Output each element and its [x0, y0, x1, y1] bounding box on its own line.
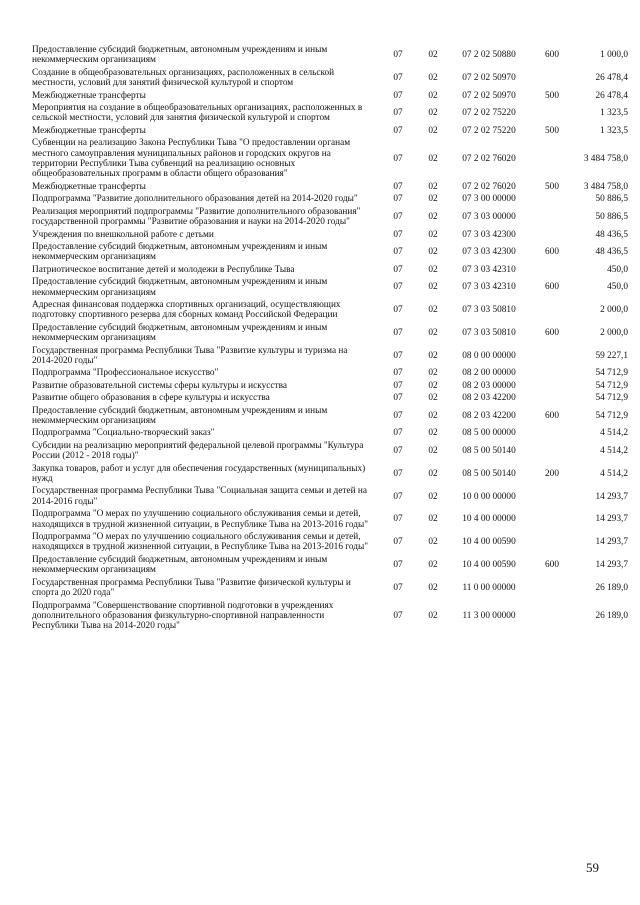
- table-row: [32, 193, 628, 205]
- row-expense-type: 600: [545, 560, 559, 571]
- row-name: Подпрограмма "О мерах по улучшению социального обслуживания семьи и детей, находящихся в трудной жизненной ситуации, в Республике Тыва на 2013-2016 годы": [32, 532, 369, 553]
- table-row: [32, 367, 628, 379]
- row-amount: 1 323,5: [600, 108, 628, 119]
- row-subsection: 02: [428, 90, 438, 101]
- row-name: Субсидии на реализацию мероприятий федеральной целевой программы "Культура России (2012 - 2018 годы)": [32, 440, 364, 462]
- row-target-code: 07 2 02 76020: [462, 181, 516, 192]
- row-target-code: 08 5 00 50140: [462, 446, 516, 457]
- row-section: 07: [393, 264, 403, 275]
- row-name: Межбюджетные трансферты: [32, 90, 146, 101]
- table-row: [32, 380, 628, 392]
- table-row: [32, 206, 628, 229]
- row-section: 07: [393, 229, 403, 240]
- row-name: Мероприятия на создание в общеобразовательных организациях, расположенных в сельской местности, условий для занятия физической культурой и спортом: [32, 103, 363, 124]
- row-section: 07: [393, 393, 403, 404]
- row-target-code: 07 2 02 50970: [462, 73, 516, 84]
- row-subsection: 02: [428, 582, 438, 593]
- row-subsection: 02: [428, 380, 438, 391]
- row-amount: 54 712,9: [595, 368, 628, 379]
- table-row: [32, 531, 628, 554]
- row-section: 07: [393, 514, 403, 525]
- row-amount: 2 000,0: [600, 327, 628, 338]
- row-expense-type: 600: [545, 327, 559, 338]
- row-amount: 14 293,7: [595, 491, 628, 502]
- row-target-code: 07 3 03 50810: [462, 305, 516, 316]
- row-section: 07: [393, 194, 403, 205]
- row-subsection: 02: [428, 247, 438, 258]
- row-subsection: 02: [428, 108, 438, 119]
- table-row: [32, 577, 628, 600]
- row-target-code: 07 2 02 75220: [462, 125, 516, 136]
- row-subsection: 02: [428, 410, 438, 421]
- row-expense-type: 600: [545, 410, 559, 421]
- row-name: Подпрограмма "Социально-творческий заказ": [32, 428, 215, 439]
- row-amount: 450,0: [607, 282, 628, 293]
- row-section: 07: [393, 90, 403, 101]
- row-target-code: 07 2 02 50970: [462, 90, 516, 101]
- row-section: 07: [393, 211, 403, 222]
- row-amount: 450,0: [607, 264, 628, 275]
- row-subsection: 02: [428, 125, 438, 136]
- row-target-code: 11 3 00 00000: [462, 610, 516, 621]
- row-subsection: 02: [428, 327, 438, 338]
- table-row: [32, 181, 628, 193]
- row-target-code: 11 0 00 00000: [462, 582, 516, 593]
- row-name: Субвенции на реализацию Закона Республики Тыва "О предоставлении органам местного самоуправления муниципальных районов и городских округов на территории Республики Тыва субвенций на реализацию основных общеобразовательных программ в области общего образования": [32, 138, 351, 180]
- row-amount: 1 000,0: [600, 50, 628, 61]
- row-name: Предоставление субсидий бюджетным, автономным учреждениям и иным некоммерческим организациям: [32, 554, 328, 576]
- row-section: 07: [393, 610, 403, 621]
- row-name: Государственная программа Республики Тыва "Социальная защита семьи и детей на 2014-2016 годы": [32, 486, 367, 507]
- row-subsection: 02: [428, 368, 438, 379]
- row-amount: 14 293,7: [595, 560, 628, 571]
- table-row: [32, 264, 628, 276]
- row-amount: 59 227,1: [595, 350, 628, 361]
- row-subsection: 02: [428, 468, 438, 479]
- row-subsection: 02: [428, 514, 438, 525]
- row-target-code: 07 2 02 76020: [462, 153, 516, 164]
- table-row: [32, 137, 628, 181]
- row-target-code: 07 3 03 42310: [462, 282, 516, 293]
- row-section: 07: [393, 50, 403, 61]
- row-amount: 4 514,2: [600, 428, 628, 439]
- row-section: 07: [393, 125, 403, 136]
- row-amount: 1 323,5: [600, 125, 628, 136]
- row-section: 07: [393, 108, 403, 119]
- row-name: Реализация мероприятий подпрограммы "Развитие дополнительного образования" государственной программы "Развитие образования и науки на 2014-2020 годы": [32, 206, 361, 228]
- row-section: 07: [393, 153, 403, 164]
- row-target-code: 07 3 03 42300: [462, 229, 516, 240]
- row-target-code: 10 4 00 00590: [462, 560, 516, 571]
- table-row: [32, 44, 628, 67]
- table-row: [32, 485, 628, 508]
- table-row: [32, 463, 628, 486]
- row-name: Подпрограмма "Совершенствование спортивной подготовки в учреждениях дополнительного образования физкультурно-спортивной направленности Республики Тыва на 2014-2020 годы": [32, 600, 334, 632]
- row-section: 07: [393, 560, 403, 571]
- table-row: [32, 241, 628, 264]
- row-section: 07: [393, 380, 403, 391]
- row-section: 07: [393, 368, 403, 379]
- row-target-code: 07 3 03 00000: [462, 211, 516, 222]
- table-row: [32, 276, 628, 299]
- row-expense-type: 600: [545, 50, 559, 61]
- row-expense-type: 500: [545, 125, 559, 136]
- row-name: Предоставление субсидий бюджетным, автономным учреждениям и иным некоммерческим организациям: [32, 45, 328, 66]
- row-section: 07: [393, 537, 403, 548]
- row-expense-type: 200: [545, 468, 559, 479]
- row-target-code: 10 4 00 00000: [462, 514, 516, 525]
- table-row: [32, 67, 628, 90]
- table-row: [32, 229, 628, 241]
- row-target-code: 08 0 00 00000: [462, 350, 516, 361]
- row-amount: 26 478,4: [595, 90, 628, 101]
- table-row: [32, 102, 628, 125]
- row-amount: 50 886,5: [595, 211, 628, 222]
- table-row: [32, 125, 628, 137]
- row-name: Предоставление субсидий бюджетным, автономным учреждениям и иным некоммерческим организациям: [32, 277, 328, 298]
- row-subsection: 02: [428, 305, 438, 316]
- row-amount: 3 484 758,0: [583, 181, 628, 192]
- row-subsection: 02: [428, 264, 438, 275]
- row-name: Предоставление субсидий бюджетным, автономным учреждениям и иным некоммерческим организациям: [32, 405, 328, 426]
- row-amount: 54 712,9: [595, 393, 628, 404]
- row-name: Подпрограмма "Профессиональное искусство": [32, 368, 219, 379]
- row-name: Межбюджетные трансферты: [32, 125, 146, 136]
- row-subsection: 02: [428, 446, 438, 457]
- row-subsection: 02: [428, 73, 438, 84]
- row-section: 07: [393, 305, 403, 316]
- row-section: 07: [393, 468, 403, 479]
- row-subsection: 02: [428, 350, 438, 361]
- table-row: [32, 554, 628, 577]
- row-subsection: 02: [428, 153, 438, 164]
- row-name: Предоставление субсидий бюджетным, автономным учреждениям и иным некоммерческим организациям: [32, 322, 328, 344]
- row-target-code: 10 0 00 00000: [462, 491, 516, 502]
- row-section: 07: [393, 181, 403, 192]
- row-name: Патриотическое воспитание детей и молодежи в Республике Тыва: [32, 264, 295, 275]
- row-subsection: 02: [428, 282, 438, 293]
- table-row: [32, 392, 628, 404]
- row-subsection: 02: [428, 537, 438, 548]
- row-subsection: 02: [428, 229, 438, 240]
- row-section: 07: [393, 350, 403, 361]
- row-amount: 4 514,2: [600, 468, 628, 479]
- row-subsection: 02: [428, 610, 438, 621]
- row-expense-type: 600: [545, 282, 559, 293]
- row-amount: 26 189,0: [595, 582, 628, 593]
- row-amount: 48 436,5: [595, 229, 628, 240]
- row-target-code: 08 2 03 42200: [462, 393, 516, 404]
- row-section: 07: [393, 247, 403, 258]
- table-row: [32, 345, 628, 368]
- row-amount: 48 436,5: [595, 247, 628, 258]
- row-name: Государственная программа Республики Тыва "Развитие физической культуры и спорта до 2020 года": [32, 577, 351, 599]
- row-expense-type: 500: [545, 90, 559, 101]
- row-amount: 26 478,4: [595, 73, 628, 84]
- row-amount: 4 514,2: [600, 446, 628, 457]
- row-amount: 3 484 758,0: [583, 153, 628, 164]
- row-section: 07: [393, 491, 403, 502]
- row-section: 07: [393, 428, 403, 439]
- row-subsection: 02: [428, 393, 438, 404]
- row-target-code: 07 3 03 42310: [462, 264, 516, 275]
- row-name: Предоставление субсидий бюджетным, автономным учреждениям и иным некоммерческим организациям: [32, 241, 328, 263]
- table-row: [32, 299, 628, 322]
- row-subsection: 02: [428, 50, 438, 61]
- row-section: 07: [393, 446, 403, 457]
- page-number: 59: [586, 860, 599, 875]
- row-name: Закупка товаров, работ и услуг для обеспечения государственных (муниципальных) нужд: [32, 463, 366, 485]
- row-amount: 50 886,5: [595, 194, 628, 205]
- row-name: Подпрограмма "О мерах по улучшению социального обслуживания семьи и детей, находящихся в трудной жизненной ситуации, в Республике Тыва на 2013-2016 годы": [32, 509, 369, 530]
- row-target-code: 08 5 00 50140: [462, 468, 516, 479]
- row-target-code: 08 5 00 00000: [462, 428, 516, 439]
- row-subsection: 02: [428, 194, 438, 205]
- row-name: Развитие общего образования в сфере культуры и искусства: [32, 393, 270, 404]
- budget-table: [32, 44, 628, 633]
- row-expense-type: 500: [545, 181, 559, 192]
- row-subsection: 02: [428, 491, 438, 502]
- row-target-code: 08 2 00 00000: [462, 368, 516, 379]
- row-section: 07: [393, 73, 403, 84]
- row-subsection: 02: [428, 211, 438, 222]
- row-section: 07: [393, 582, 403, 593]
- table-row: [32, 90, 628, 102]
- row-target-code: 07 2 02 75220: [462, 108, 516, 119]
- row-target-code: 07 3 03 50810: [462, 327, 516, 338]
- row-amount: 54 712,9: [595, 410, 628, 421]
- row-target-code: 07 3 00 00000: [462, 194, 516, 205]
- row-amount: 14 293,7: [595, 537, 628, 548]
- row-target-code: 08 2 03 00000: [462, 380, 516, 391]
- table-row: [32, 508, 628, 531]
- row-name: Создание в общеобразовательных организациях, расположенных в сельской местности, условий для занятий физической культурой и спортом: [32, 67, 335, 89]
- table-row: [32, 405, 628, 428]
- row-section: 07: [393, 327, 403, 338]
- row-target-code: 10 4 00 00590: [462, 537, 516, 548]
- row-name: Государственная программа Республики Тыва "Развитие культуры и туризма на 2014-2020 годы": [32, 345, 348, 366]
- row-name: Учреждения по внешкольной работе с детьми: [32, 229, 214, 240]
- row-amount: 14 293,7: [595, 514, 628, 525]
- row-name: Адресная финансовая поддержка спортивных организаций, осуществляющих подготовку спортивного резерва для сборных команд Российской Федерации: [32, 299, 341, 321]
- row-subsection: 02: [428, 181, 438, 192]
- row-amount: 2 000,0: [600, 305, 628, 316]
- row-target-code: 07 2 02 50880: [462, 50, 516, 61]
- table-row: [32, 427, 628, 439]
- row-subsection: 02: [428, 560, 438, 571]
- table-row: [32, 440, 628, 463]
- row-name: Межбюджетные трансферты: [32, 181, 146, 192]
- row-expense-type: 600: [545, 247, 559, 258]
- table-row: [32, 600, 628, 633]
- row-name: Развитие образовательной системы сферы культуры и искусства: [32, 380, 287, 391]
- table-row: [32, 322, 628, 345]
- row-amount: 54 712,9: [595, 380, 628, 391]
- row-target-code: 08 2 03 42200: [462, 410, 516, 421]
- row-name: Подпрограмма "Развитие дополнительного образования детей на 2014-2020 годы": [32, 194, 358, 205]
- row-subsection: 02: [428, 428, 438, 439]
- row-amount: 26 189,0: [595, 610, 628, 621]
- row-target-code: 07 3 03 42300: [462, 247, 516, 258]
- row-section: 07: [393, 410, 403, 421]
- row-section: 07: [393, 282, 403, 293]
